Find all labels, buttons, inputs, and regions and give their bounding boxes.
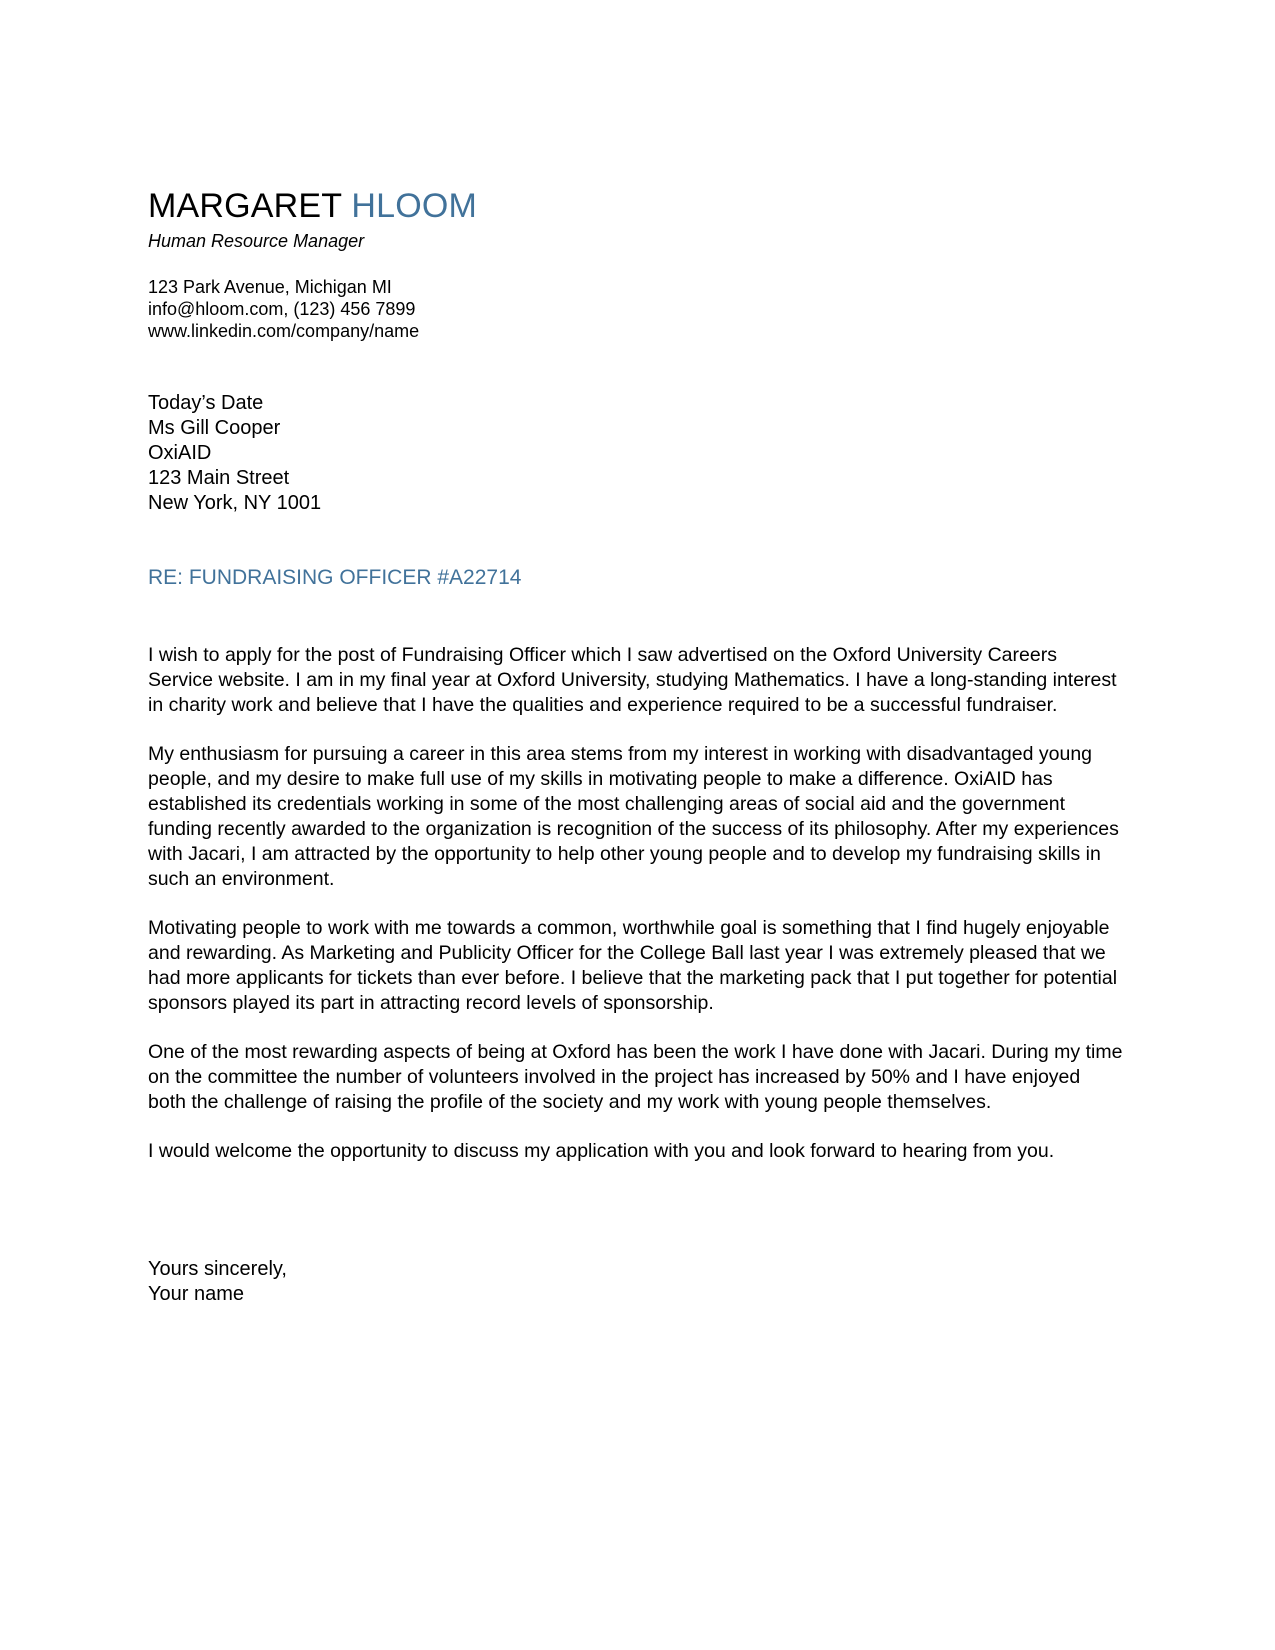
body-paragraph: One of the most rewarding aspects of being at Oxford has been the work I have done with Jacari. During my time on the committee the number of volunteers involved in the project has increased by 50% and I have enjoyed both the challenge of raising the profile of the society and my work with young people themselves.: [148, 1041, 1123, 1113]
closing-block: [148, 1257, 287, 1307]
sender-contact-block: [148, 276, 419, 342]
sender-email-phone: info@hloom.com, (123) 456 7899: [148, 299, 416, 319]
sender-website: www.linkedin.com/company/name: [148, 321, 420, 341]
recipient-name: Ms Gill Cooper: [148, 417, 281, 439]
sender-address: 123 Park Avenue, Michigan MI: [148, 277, 392, 297]
letter-page: [148, 0, 1128, 1650]
letter-body: [148, 643, 1123, 1188]
recipient-street: 123 Main Street: [148, 467, 290, 489]
sender-first-name: MARGARET: [148, 187, 342, 225]
body-paragraph: My enthusiasm for pursuing a career in this area stems from my interest in working with disadvantaged young people, and my desire to make full use of my skills in motivating people to make a difference. OxiAID has established its credentials working in some of the most challenging areas of social aid and the government funding recently awarded to the organization is recognition of the success of its philosophy. After my experiences with Jacari, I am attracted by the opportunity to help other young people and to develop my fundraising skills in such an environment.: [148, 743, 1119, 890]
letter-date: Today’s Date: [148, 392, 264, 414]
body-paragraph: I would welcome the opportunity to discuss my application with you and look forward to hearing from you.: [148, 1140, 1055, 1162]
recipient-block: [148, 391, 321, 516]
recipient-city: New York, NY 1001: [148, 492, 322, 514]
subject-line: RE: FUNDRAISING OFFICER #A22714: [148, 566, 522, 589]
sender-last-name: HLOOM: [351, 187, 478, 225]
body-paragraph: Motivating people to work with me towards a common, worthwhile goal is something that I find hugely enjoyable and rewarding. As Marketing and Publicity Officer for the College Ball last year I was extremely pleased that we had more applicants for tickets than ever before. I believe that the marketing pack that I put together for potential sponsors played its part in attracting record levels of sponsorship.: [148, 917, 1118, 1014]
closing-salutation: Yours sincerely,: [148, 1258, 287, 1280]
body-paragraph: I wish to apply for the post of Fundraising Officer which I saw advertised on the Oxford University Careers Service website. I am in my final year at Oxford University, studying Mathematics. I have a long-standing interest in charity work and believe that I have the qualities and experience required to be a successful fundraiser.: [148, 644, 1117, 716]
signature-name: Your name: [148, 1283, 244, 1305]
sender-name: [148, 186, 477, 226]
recipient-company: OxiAID: [148, 442, 212, 464]
sender-job-title: Human Resource Manager: [148, 231, 365, 251]
